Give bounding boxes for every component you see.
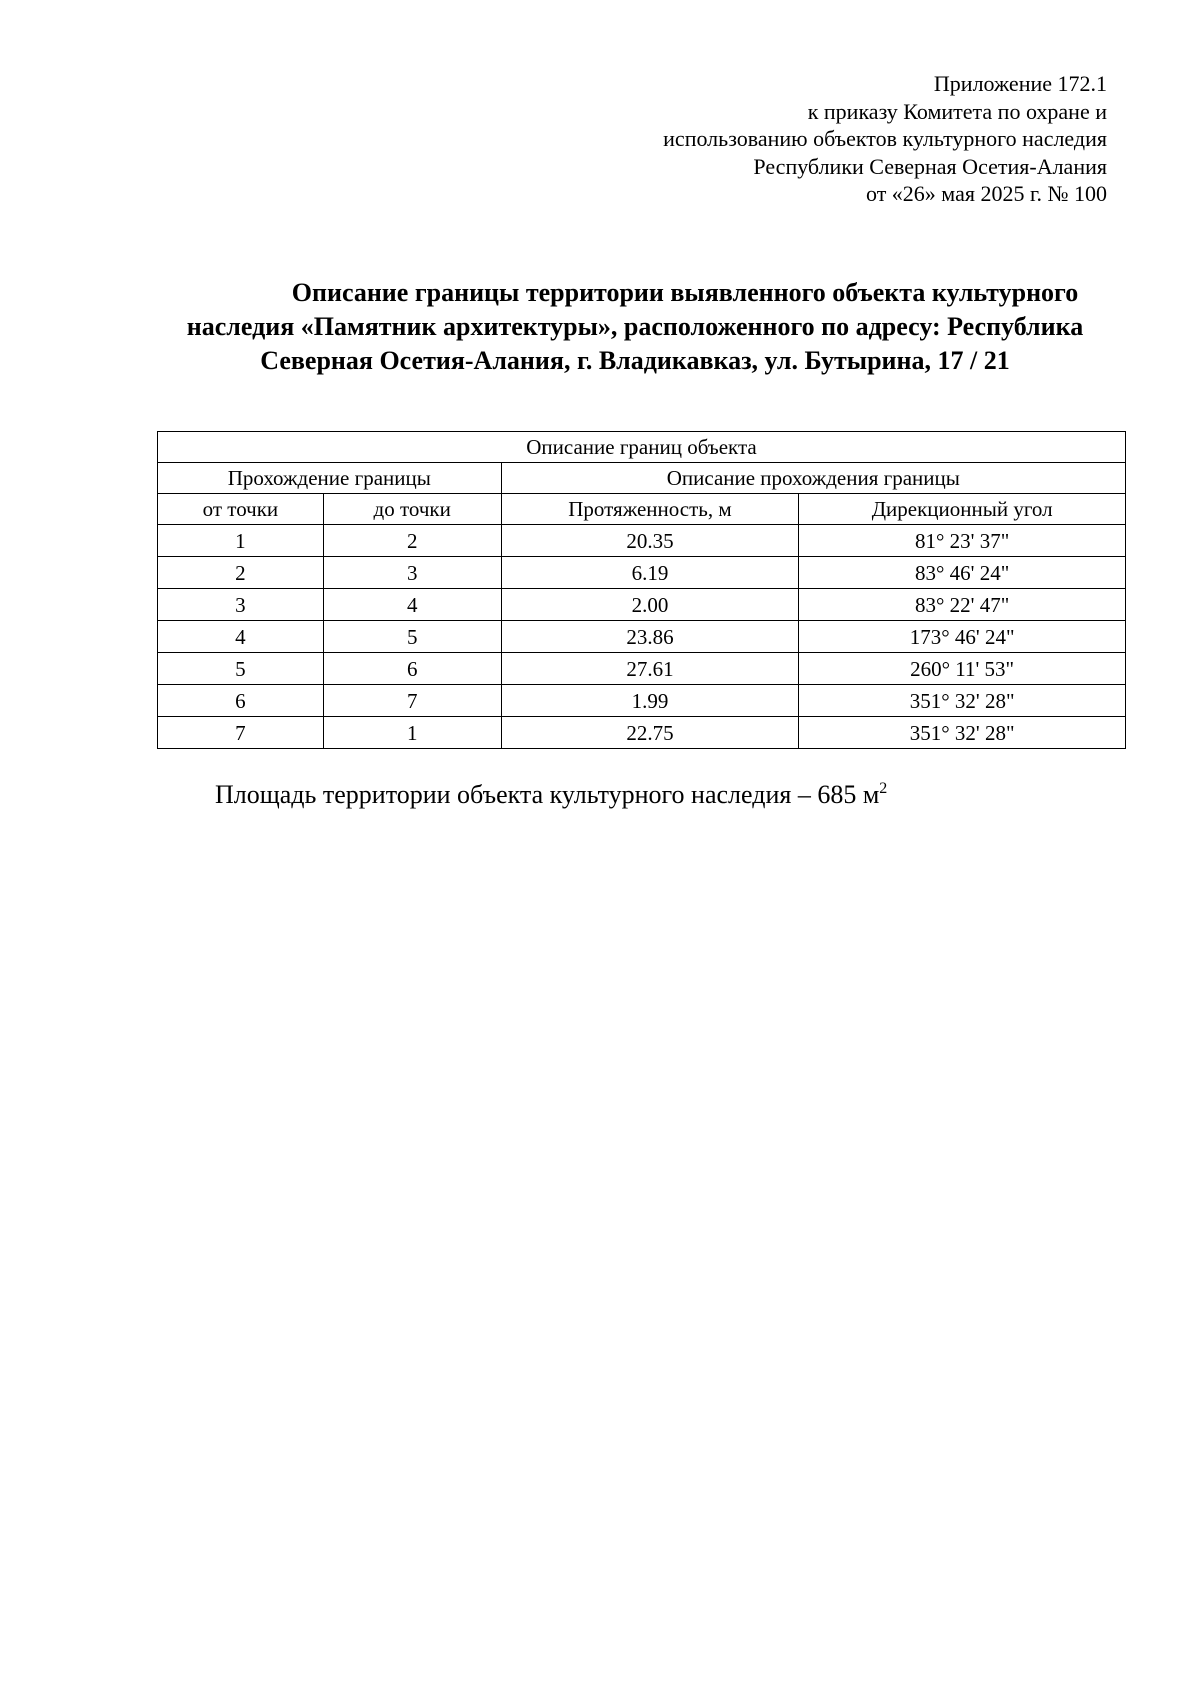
cell-to: 4 <box>323 589 501 621</box>
cell-from: 6 <box>158 685 324 717</box>
column-header-length: Протяженность, м <box>501 494 799 525</box>
title-line-3: Северная Осетия-Алания, г. Владикавказ, ул. Бутырина, 17 / 21 <box>260 346 1010 375</box>
cell-angle: 81° 23' 37" <box>799 525 1126 557</box>
table-group-header-row <box>158 463 1126 494</box>
cell-length: 6.19 <box>501 557 799 589</box>
table-row <box>158 557 1126 589</box>
cell-from: 7 <box>158 717 324 749</box>
table-caption-row <box>158 432 1126 463</box>
cell-from: 1 <box>158 525 324 557</box>
boundary-table <box>157 431 1126 749</box>
cell-from: 2 <box>158 557 324 589</box>
column-header-angle: Дирекционный угол <box>799 494 1126 525</box>
title-line-1: Описание границы территории выявленного объекта культурного <box>291 278 1079 307</box>
cell-length: 20.35 <box>501 525 799 557</box>
cell-from: 3 <box>158 589 324 621</box>
cell-from: 4 <box>158 621 324 653</box>
order-date: от «26» мая 2025 г. № 100 <box>865 181 1107 206</box>
group-header-passage: Прохождение границы <box>158 463 502 494</box>
table-row <box>158 717 1126 749</box>
area-unit-superscript: 2 <box>879 780 888 797</box>
column-header-to: до точки <box>323 494 501 525</box>
order-reference-line-3: Республики Северная Осетия-Алания <box>753 153 1107 179</box>
cell-to: 2 <box>323 525 501 557</box>
cell-to: 1 <box>323 717 501 749</box>
cell-length: 27.61 <box>501 653 799 685</box>
table-row <box>158 525 1126 557</box>
table-column-header-row <box>158 494 1126 525</box>
table-row <box>158 685 1126 717</box>
cell-angle: 351° 32' 28" <box>799 717 1126 749</box>
order-reference-line-2: использованию объектов культурного наследия <box>663 126 1107 151</box>
appendix-number: Приложение 172.1 <box>933 71 1107 96</box>
cell-to: 3 <box>323 557 501 589</box>
area-statement <box>215 779 887 811</box>
column-header-from: от точки <box>158 494 324 525</box>
cell-to: 7 <box>323 685 501 717</box>
cell-length: 2.00 <box>501 589 799 621</box>
cell-angle: 173° 46' 24" <box>799 621 1126 653</box>
cell-length: 1.99 <box>501 685 799 717</box>
cell-to: 5 <box>323 621 501 653</box>
cell-angle: 351° 32' 28" <box>799 685 1126 717</box>
document-title <box>120 276 1150 378</box>
cell-angle: 260° 11' 53" <box>799 653 1126 685</box>
order-reference-line-1: к приказу Комитета по охране и <box>807 98 1107 124</box>
group-header-description: Описание прохождения границы <box>501 463 1125 494</box>
table-row <box>158 653 1126 685</box>
table-row <box>158 621 1126 653</box>
cell-angle: 83° 22' 47" <box>799 589 1126 621</box>
area-statement-text: Площадь территории объекта культурного наследия – 685 м <box>215 780 880 809</box>
cell-angle: 83° 46' 24" <box>799 557 1126 589</box>
cell-to: 6 <box>323 653 501 685</box>
title-line-2: наследия «Памятник архитектуры», расположенного по адресу: Республика <box>186 312 1084 341</box>
cell-from: 5 <box>158 653 324 685</box>
table-caption: Описание границ объекта <box>158 432 1126 463</box>
table-row <box>158 589 1126 621</box>
appendix-header <box>407 70 1107 208</box>
cell-length: 22.75 <box>501 717 799 749</box>
cell-length: 23.86 <box>501 621 799 653</box>
